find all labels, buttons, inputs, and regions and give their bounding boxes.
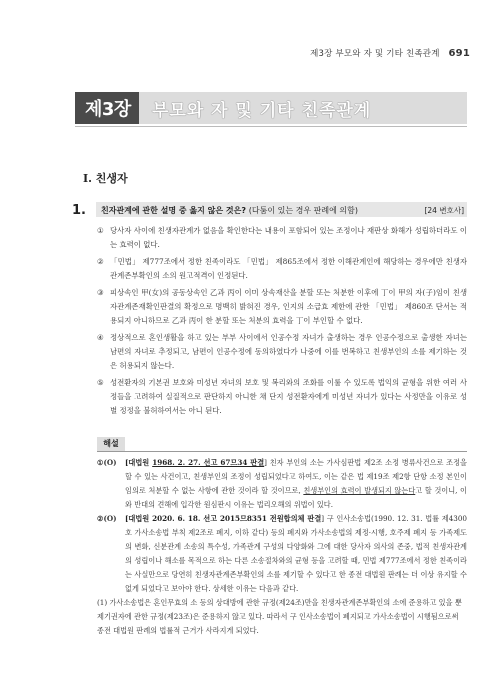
chapter-number: 제3장	[85, 99, 131, 120]
option-5	[97, 376, 467, 418]
explanation-item-2	[97, 512, 467, 596]
option-text: 「민법」 제777조에서 정한 친족이라도 「민법」 제865조에서 정한 이해관계인에 해당하는 경우에만 친생자관계존부확인의 소의 원고적격이 인정된다.	[110, 257, 467, 280]
explanation-segment: 고 할 것이니, 이와 반대의 견해에 입각한 원심판시 이유는 법리오해의 위법이 있다.	[125, 486, 467, 509]
page-number: 691	[448, 48, 470, 59]
case-citation: [대법원 2020. 6. 18. 선고 2015므8351 전원합의체 판결	[125, 514, 322, 523]
option-marker: ④	[97, 333, 104, 342]
explanation-marker: ①(O)	[97, 458, 117, 467]
option-4	[97, 331, 467, 373]
question-number: 1.	[72, 203, 86, 218]
option-marker: ⑤	[97, 378, 104, 387]
question-note: (다툼이 있는 경우 판례에 의함)	[248, 206, 358, 215]
explanation-subitem: (1) 가사소송법은 혼인무효의 소 등의 상대방에 관한 규정(제24조)만을 친생자관계존부확인의 소에 준용하고 있을 뿐 제기권자에 관한 규정(제23조)은 준용하지 않고 있다. 따라서 구 인사소송법이 폐지되고 가사소송법이 시행됨으로써 종전 대법원 판례의 법률적 근거가 사라지게 되었다.	[97, 598, 462, 635]
option-marker: ③	[97, 288, 104, 297]
explanation-segment: ] 친자 부인의 소는 가사심판법 제2조 소정 병류사건으로 조정을 할 수 있는 사건이고, 친생부인의 조정이 성립되었다고 하여도, 이는 같은 법 제19조 제2항 단항 소정 본인이 임의로 처분할 수 없는 사항에 관한 것이라 할 것이므로,	[125, 458, 467, 495]
section-heading: Ⅰ. 친생자	[83, 172, 128, 185]
option-text: 정상적으로 혼인생활을 하고 있는 부부 사이에서 인공수정 자녀가 출생하는 경우 인공수정으로 출생한 자녀는 남편의 자녀로 추정되고, 남편이 인공수정에 동의하였다가 나중에 이를 번복하고 친생부인의 소를 제기하는 것은 허용되지 않는다.	[110, 333, 467, 370]
running-head-text: 제3장 부모와 자 및 기타 친족관계	[310, 49, 440, 59]
explanation-rule	[97, 451, 467, 452]
option-2	[97, 255, 467, 283]
explanation-underlined: 친생부인의 효력이 발생되지 않는다	[303, 486, 416, 495]
explanation-item-1	[97, 456, 467, 512]
question-source: [24 변호사]	[424, 206, 464, 215]
option-text: 당사자 사이에 친생자관계가 없음을 확인한다는 내용이 포함되어 있는 조정이나 재판상 화해가 성립하더라도 이는 효력이 없다.	[110, 226, 467, 249]
option-text: 성전환자의 기본권 보호와 미성년 자녀의 보호 및 복리와의 조화를 이룰 수 있도록 법익의 균형을 위한 여러 사정들을 고려하여 실질적으로 판단하지 아니한 채 단지 성전환자에게 미성년 자녀가 있다는 사정만을 이유로 성별 정정을 불허하여서는 아니 된다.	[110, 378, 467, 415]
chapter-title: 부모와 자 및 기타 친족관계	[152, 101, 372, 121]
option-text: 피상속인 甲(女)의 공동상속인 乙과 丙이 이미 상속재산을 분할 또는 처분한 이후에 丁이 甲의 자(子)임이 친생자관계존재확인판결의 확정으로 명백히 밝혀진 경우, 인지의 소급효 제한에 관한 「민법」 제860조 단서는 적용되지 아니하므로 乙과 丙이 한 분할 또는 처분의 효력을 丁이 부인할 수 없다.	[110, 288, 467, 325]
option-marker: ①	[97, 226, 104, 235]
explanation-text	[125, 512, 467, 596]
chapter-rule	[75, 126, 467, 127]
explanation-text	[125, 456, 467, 512]
explanation-body	[97, 456, 467, 638]
case-citation: 1968. 2. 27. 선고 67므34 판결	[152, 458, 265, 467]
answer-options	[97, 224, 467, 421]
question-text	[101, 205, 358, 216]
option-1	[97, 224, 467, 252]
option-3	[97, 286, 467, 328]
case-citation-open: [대법원	[125, 458, 153, 467]
option-marker: ②	[97, 257, 104, 266]
explanation-tag: 해설	[97, 437, 125, 451]
running-head	[310, 47, 470, 59]
explanation-marker: ②(O)	[97, 514, 117, 523]
question-stem: 친자관계에 관한 설명 중 옳지 않은 것은?	[101, 206, 246, 215]
explanation-segment: ] 구 인사소송법(1990. 12. 31. 법률 제4300호 가사소송법 부칙 제2조로 폐지, 이하 같다) 등의 폐지와 가사소송법의 제정·시행, 호주제 폐지 등 가족제도의 변화, 신분관계 소송의 특수성, 가족관계 구성의 다양화와 그에 대한 당사자 의사의 존중, 법적 친생자관계의 성립이나 해소를 목적으로 하는 다른 소송절차와의 균형 등을 고려할 때, 민법 제777조에서 정한 친족이라는 사실만으로 당연히 친생자관계존부확인의 소를 제기할 수 있다고 한 종전 대법원 판례는 더 이상 유지할 수 없게 되었다고 보아야 한다. 상세한 이유는 다음과 같다.	[125, 514, 467, 593]
